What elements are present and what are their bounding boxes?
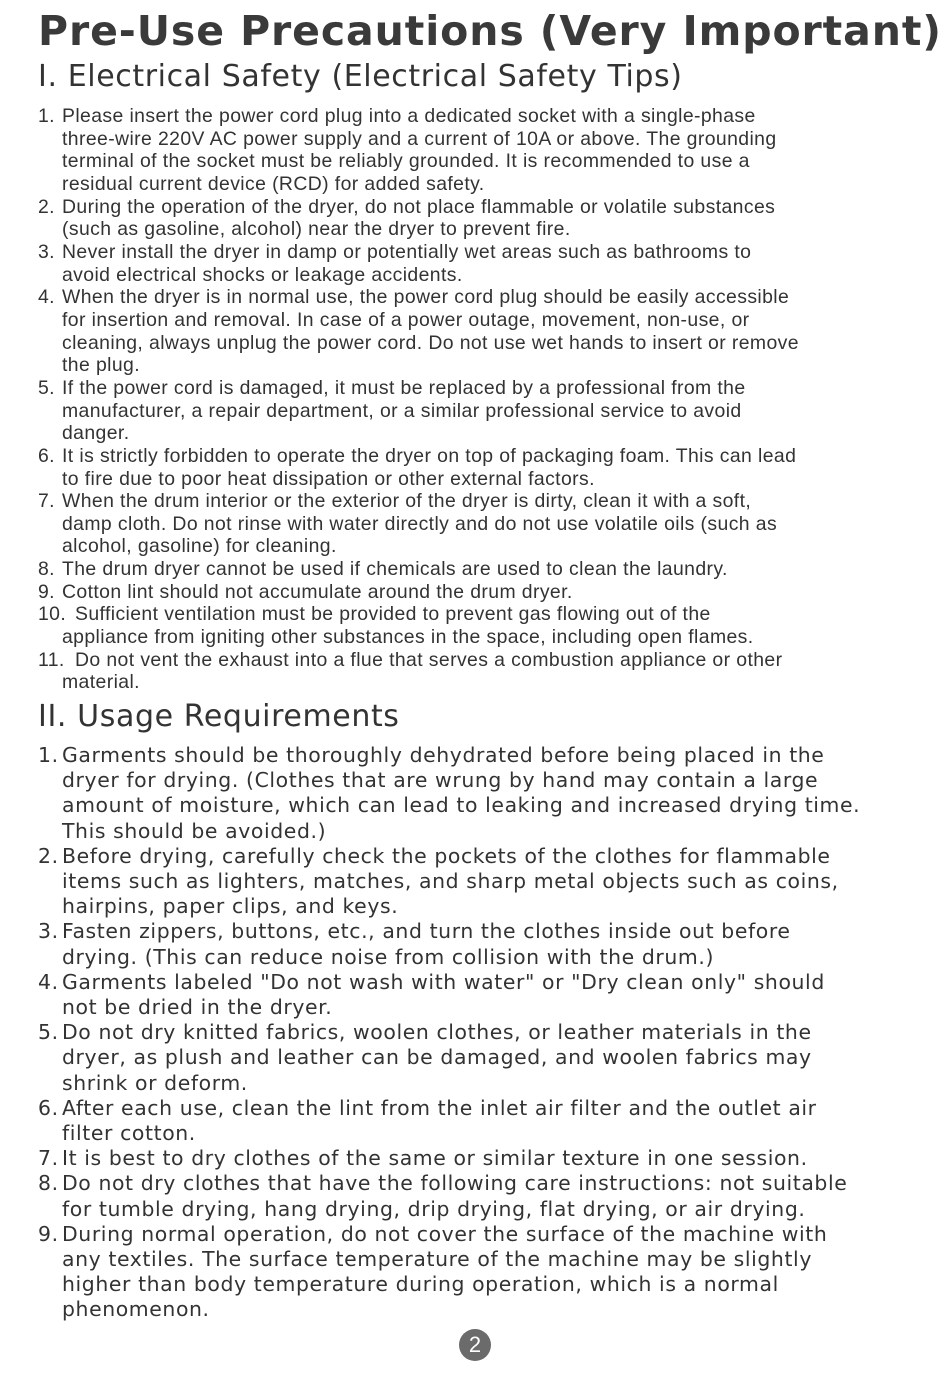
item-number: 11. [38, 648, 65, 671]
item-text: Do not dry knitted fabrics, woolen clothes, or leather materials in the dryer, as plush and leather can be damaged, and woolen fabrics may shrink or deform. [62, 1020, 812, 1095]
list-item [38, 581, 938, 604]
item-text: Before drying, carefully check the pockets of the clothes for flammable items such as lighters, matches, and sharp metal objects such as coins, hairpins, paper clips, and keys. [62, 843, 839, 919]
item-number: 6. [38, 1095, 59, 1120]
item-text: Never install the dryer in damp or potentially wet areas such as bathrooms to avoid electrical shocks or leakage accidents. [62, 240, 752, 286]
item-number: 4. [38, 286, 55, 309]
list-item [38, 196, 938, 241]
item-text: When the drum interior or the exterior of the dryer is dirty, clean it with a soft, damp cloth. Do not rinse with water directly and do not use volatile oils (such as alcohol, gasoline) for cleaning. [62, 490, 778, 558]
item-text: Do not dry clothes that have the following care instructions: not suitable for tumble drying, hang drying, drip drying, flat drying, or air drying. [62, 1171, 848, 1221]
page-title: Pre-Use Precautions (Very Important) [38, 7, 942, 55]
list-item [38, 286, 938, 377]
list-item [38, 558, 938, 581]
item-number: 9. [38, 580, 55, 603]
item-text: Please insert the power cord plug into a dedicated socket with a single-phase three-wire 220V AC power supply and a current of 10A or above. The grounding terminal of the socket must be reliably grounded. It is recommended to use a residual current device (RCD) for added safety. [62, 105, 777, 195]
item-number: 5. [38, 1020, 59, 1045]
item-number: 10. [38, 603, 67, 626]
item-number: 7. [38, 490, 55, 513]
list-item [38, 649, 938, 694]
item-text: Fasten zippers, buttons, etc., and turn the clothes inside out before drying. (This can reduce noise from collision with the drum.) [62, 919, 791, 969]
list-item [38, 241, 938, 286]
item-number: 8. [38, 1171, 59, 1196]
item-text: During the operation of the dryer, do not place flammable or volatile substances (such as gasoline, alcohol) near the dryer to prevent fire. [62, 195, 776, 241]
section-heading-usage-requirements: II. Usage Requirements [38, 699, 400, 734]
item-number: 9. [38, 1221, 59, 1246]
item-text: It is strictly forbidden to operate the dryer on top of packaging foam. This can lead to fire due to poor heat dissipation or other external factors. [62, 444, 797, 490]
list-item [38, 377, 938, 445]
electrical-safety-list [38, 105, 938, 694]
list-item [38, 1222, 943, 1323]
item-text: When the dryer is in normal use, the power cord plug should be easily accessible for insertion and removal. In case of a power outage, movement, non-use, or cleaning, always unplug the power cord. Do not use wet hands to insert or remove the plug. [62, 286, 799, 377]
item-number: 2. [38, 195, 55, 218]
item-number: 6. [38, 444, 55, 467]
item-text: Garments should be thoroughly dehydrated before being placed in the dryer for drying. (Clothes that are wrung by hand may contain a large amount of moisture, which can lead to leaking and increased drying time. This should be avoided.) [62, 743, 861, 843]
list-item [38, 743, 943, 844]
page-number-badge: 2 [459, 1329, 491, 1361]
list-item [38, 1146, 943, 1171]
item-text: If the power cord is damaged, it must be replaced by a professional from the manufacturer, a repair department, or a similar professional service to avoid danger. [62, 376, 746, 445]
item-text: It is best to dry clothes of the same or similar texture in one session. [62, 1146, 808, 1171]
item-number: 8. [38, 558, 55, 581]
item-text: During normal operation, do not cover the surface of the machine with any textiles. The surface temperature of the machine may be slightly higher than body temperature during operation, which is a normal phenomenon. [62, 1221, 828, 1322]
list-item [38, 970, 943, 1020]
list-item [38, 105, 938, 196]
item-text: Do not vent the exhaust into a flue that serves a combustion appliance or other material. [62, 648, 783, 694]
list-item [38, 445, 938, 490]
list-item [38, 490, 938, 558]
item-number: 3. [38, 240, 55, 263]
list-item [38, 919, 943, 969]
section-heading-electrical-safety: I. Electrical Safety (Electrical Safety Tips) [38, 59, 683, 94]
item-number: 5. [38, 376, 55, 399]
item-number: 3. [38, 919, 59, 944]
item-text: After each use, clean the lint from the inlet air filter and the outlet air filter cotton. [62, 1095, 817, 1146]
item-text: The drum dryer cannot be used if chemicals are used to clean the laundry. [62, 558, 728, 581]
list-item [38, 1020, 943, 1096]
list-item [38, 1096, 943, 1146]
item-text: Garments labeled "Do not wash with water" or "Dry clean only" should not be dried in the dryer. [62, 969, 825, 1020]
item-number: 4. [38, 969, 59, 994]
item-text: Cotton lint should not accumulate around the drum dryer. [62, 580, 573, 603]
list-item [38, 1171, 943, 1221]
usage-requirements-list [38, 743, 943, 1323]
item-text: Sufficient ventilation must be provided to prevent gas flowing out of the appliance from igniting other substances in the space, including open flames. [62, 603, 754, 649]
list-item [38, 844, 943, 920]
item-number: 1. [38, 743, 59, 767]
item-number: 1. [38, 105, 55, 127]
item-number: 2. [38, 843, 59, 868]
list-item [38, 603, 938, 648]
item-number: 7. [38, 1146, 59, 1171]
